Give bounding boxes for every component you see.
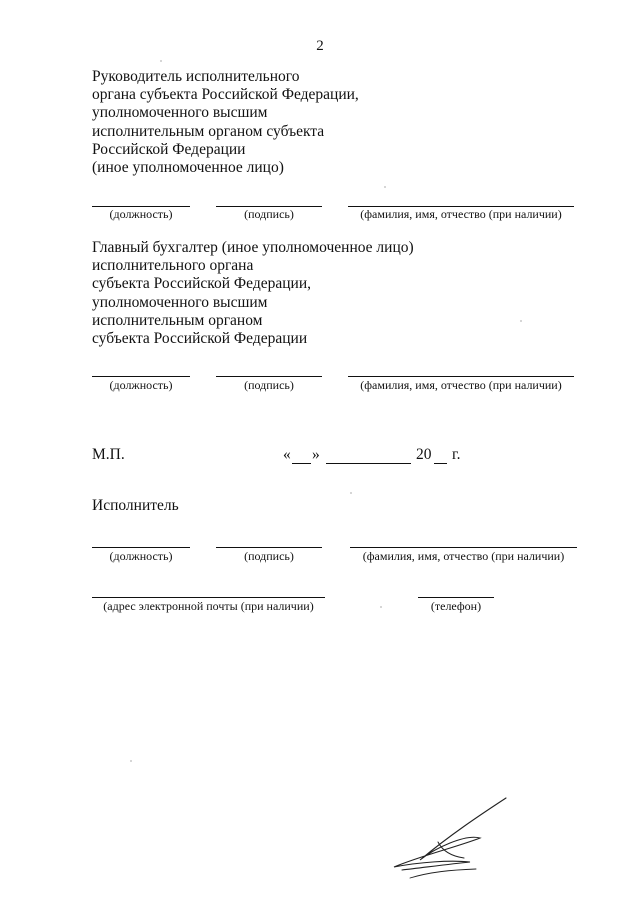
year-prefix: 20: [416, 446, 432, 463]
full-name-caption: (фамилия, имя, отчество (при наличии): [362, 549, 565, 563]
accountant-line: исполнительного органа: [92, 257, 254, 275]
scan-speck: [380, 606, 382, 608]
position-line: [92, 376, 190, 377]
full-name-line: [350, 547, 577, 548]
handwritten-signature: [380, 790, 520, 885]
full-name-caption: (фамилия, имя, отчество (при наличии): [360, 207, 562, 221]
position-caption: (должность): [109, 378, 173, 392]
position-line: [92, 547, 190, 548]
signature-line: [216, 547, 322, 548]
full-name-line: [348, 376, 574, 377]
head-line: исполнительным органом субъекта: [92, 122, 325, 140]
email-caption: (адрес электронной почты (при наличии): [103, 599, 314, 613]
scan-speck: [350, 492, 352, 494]
stamp-place-label: М.П.: [92, 446, 125, 463]
date-open-quote: «: [283, 446, 291, 463]
email-line: [92, 597, 325, 598]
head-line: (иное уполномоченное лицо): [92, 159, 284, 177]
position-caption: (должность): [109, 207, 173, 221]
signature-caption: (подпись): [244, 207, 294, 221]
signature-line: [216, 376, 322, 377]
accountant-line: субъекта Российской Федерации,: [92, 275, 311, 293]
signature-caption: (подпись): [244, 549, 294, 563]
accountant-line: уполномоченного высшим: [92, 293, 268, 311]
year-blank-line: [434, 463, 447, 464]
month-blank-line: [326, 463, 411, 464]
head-line: Руководитель исполнительного: [92, 68, 300, 85]
accountant-title-block: [92, 239, 414, 348]
head-line: уполномоченного высшим: [92, 104, 268, 122]
scan-speck: [130, 760, 132, 762]
scan-speck: [520, 320, 522, 322]
position-caption: (должность): [109, 549, 173, 563]
signature-caption: (подпись): [244, 378, 294, 392]
page-number: 2: [316, 38, 324, 54]
date-close-quote: »: [312, 446, 320, 463]
head-title-block: [92, 68, 359, 177]
phone-caption: (телефон): [430, 599, 482, 613]
executor-label: Исполнитель: [92, 497, 179, 514]
scan-speck: [384, 186, 386, 188]
head-line: Российской Федерации: [92, 140, 246, 158]
day-blank-line: [292, 463, 311, 464]
accountant-line: исполнительным органом: [92, 311, 263, 329]
head-line: органа субъекта Российской Федерации,: [92, 86, 359, 104]
full-name-caption: (фамилия, имя, отчество (при наличии): [360, 378, 562, 392]
scan-speck: [160, 60, 162, 62]
phone-line: [418, 597, 494, 598]
accountant-line: субъекта Российской Федерации: [92, 330, 308, 348]
year-suffix: г.: [452, 446, 461, 463]
accountant-line: Главный бухгалтер (иное уполномоченное лицо): [92, 239, 414, 256]
